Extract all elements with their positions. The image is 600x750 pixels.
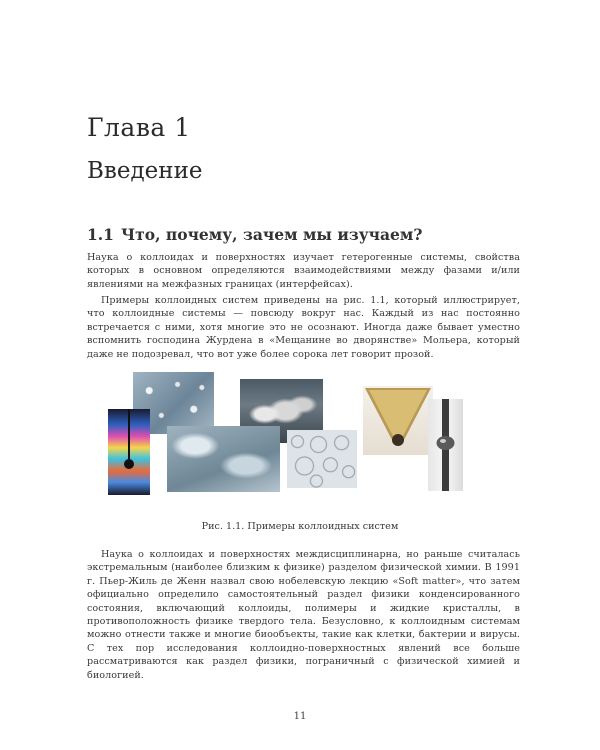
paragraph-text: Наука о коллоидах и поверхностях изучает гетерогенные системы, свойства которых в основном определяются взаимодействиями между фазами и/или явлениями на межфазных границах (интерфейсах). [87,252,520,290]
bubbles-photo [133,372,214,434]
section-number: 1.1 [87,225,114,244]
pendant-drop-photo [363,386,433,455]
figure-caption: Рис. 1.1. Примеры коллоидных систем [201,521,399,532]
page-number: 11 [293,711,307,722]
chapter-label: Глава 1 [87,113,191,142]
paragraph-1 [87,251,520,291]
paragraph-2 [87,294,520,361]
section-heading [87,225,527,244]
foam-photo [287,430,357,488]
paragraph-text: Примеры коллоидных систем приведены на рис. 1.1, который иллюстрирует, что коллоидные системы — повсюду вокруг нас. Каждый из нас постоянно встречается с ними, хотя многие это не осознают. Иногда даже бывает уместно вспомнить господина Журдена в «Мещанине во дворянстве» Мольера, который даже не подозревал, что вот уже более сорока лет говорит прозой. [87,295,520,360]
paragraph-text: Наука о коллоидах и поверхностях междисциплинарна, но раньше считалась экстремальным (наиболее близким к физике) разделом физической химии. В 1991 г. Пьер-Жиль де Женн назвал свою нобелевскую лекцию «Soft matter», что затем официально определило самостоятельный раздел физики конденсированного состояния, включающий коллоиды, полимеры и жидкие кристаллы, в противоположность физике твердого тела. Безусловно, к коллоидным системам можно отнести также и многие биообъекты, такие как клетки, бактерии и вирусы. С тех пор исследования коллоидно-поверхностных явлений все больше рассматриваются как раздел физики, пограничный с физической химией и биологией. [87,549,520,681]
smoke-photo [240,379,323,443]
paragraph-3 [87,548,520,682]
fiber-droplet-photo [428,399,463,491]
frost-photo [167,426,280,492]
chapter-title: Введение [87,158,203,184]
soap-film-photo [108,409,150,495]
section-title: Что, почему, зачем мы изучаем? [121,225,423,244]
